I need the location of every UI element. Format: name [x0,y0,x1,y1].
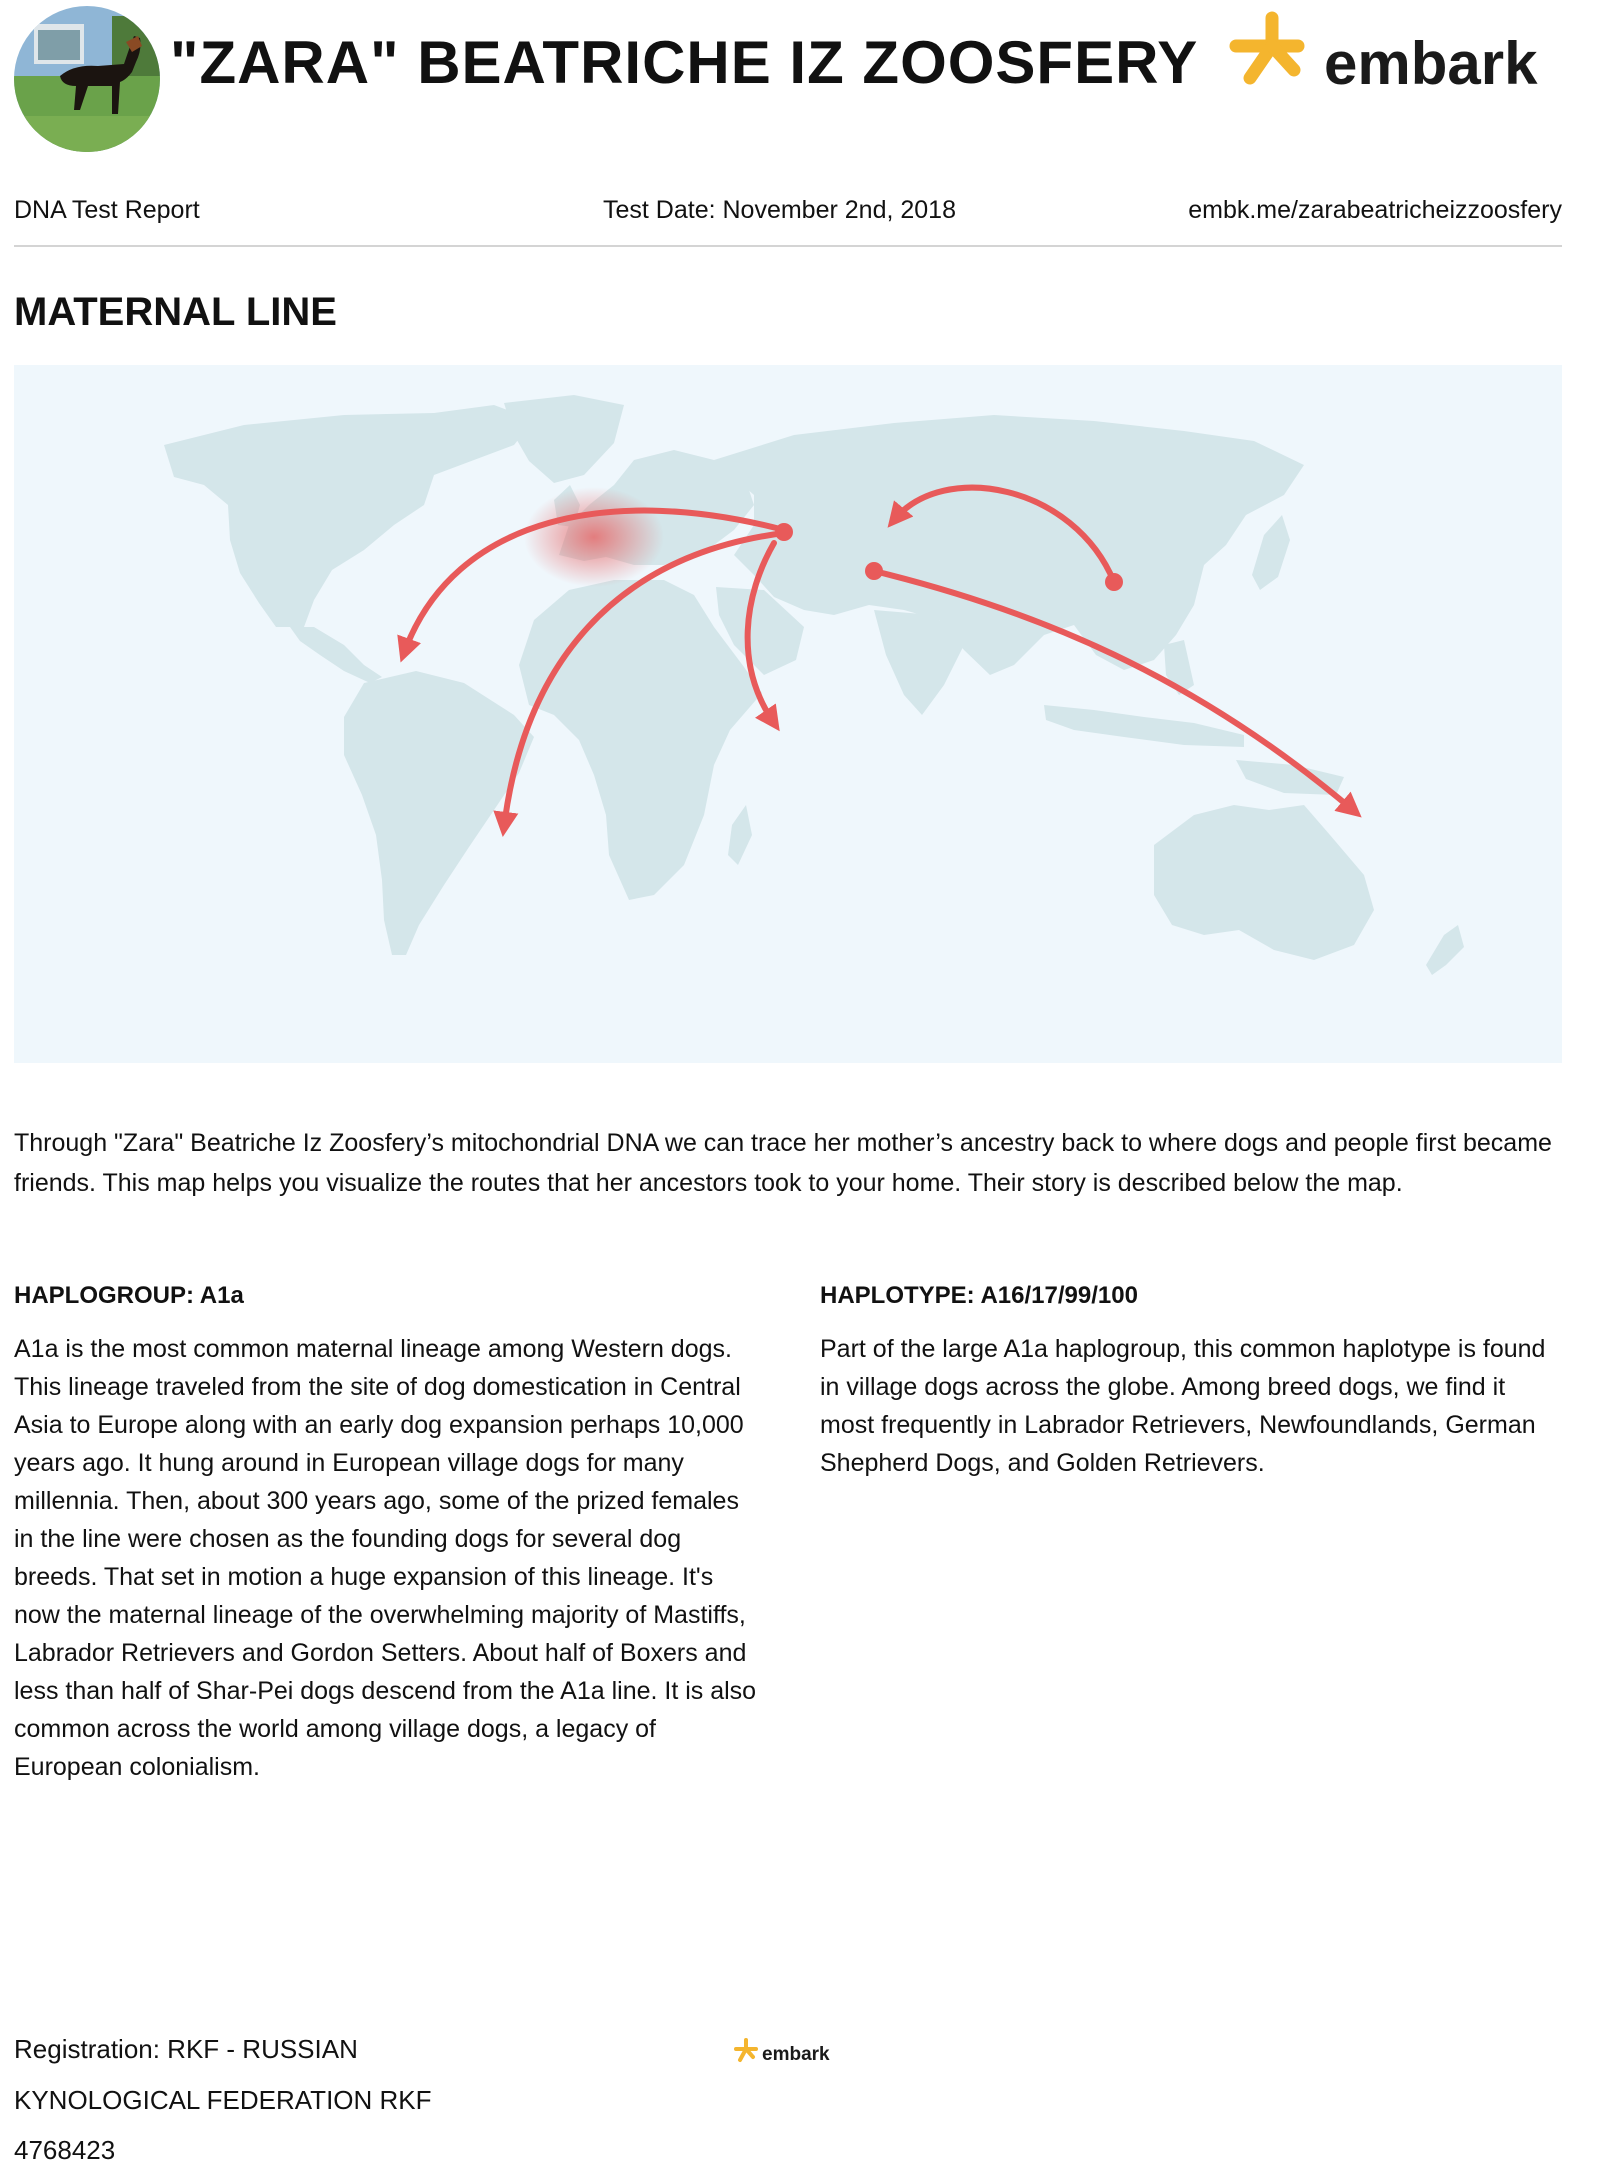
embark-logo [1222,6,1562,96]
test-date: Test Date: November 2nd, 2018 [603,196,956,224]
asia [714,415,1304,675]
section-title: MATERNAL LINE [14,290,337,334]
central-america [290,627,382,683]
haplotype-heading: HAPLOTYPE: A16/17/99/100 [820,1282,1138,1309]
footer-embark-logo [734,2036,844,2068]
registration-label: Registration: RKF - RUSSIAN [14,2034,358,2064]
origin-dot-eastern-europe [865,562,883,580]
origin-dot-central-asia [1105,573,1123,591]
footer-embark-wordmark: embark [762,2044,830,2065]
haplogroup-description: A1a is the most common maternal lineage among Western dogs. This lineage traveled from the site of dog domestication in Central Asia to Europe along with an early dog expansion perhaps 10,000 years ago. It hung around in European village dogs for many millennia. Then, about 300 years ago, some of the prized females in the line were chosen as the founding dogs for several dog breeds. That set in motion a huge expansion of this lineage. It's now the maternal lineage of the overwhelming majority of Mastiffs, Labrador Retrievers and Gordon Setters. About half of Boxers and less than half of Shar-Pei dogs descend from the A1a line. It is also common across the world among village dogs, a legacy of European colonialism. [14,1335,757,1781]
registration-federation: KYNOLOGICAL FEDERATION RKF [14,2085,432,2115]
maternal-route-map [14,365,1562,1063]
dog-avatar [14,6,160,152]
embark-wordmark: embark [1324,30,1538,96]
origin-dot-western-europe [775,523,793,541]
registration-number: 4768423 [14,2135,116,2165]
embark-mark-icon [1236,18,1298,78]
haplogroup-heading: HAPLOGROUP: A1a [14,1282,244,1309]
world-landmass [164,395,1464,975]
madagascar [728,805,752,865]
dog-name-title: "ZARA" BEATRICHE IZ ZOOSFERY [170,29,1199,96]
japan [1252,515,1290,590]
australia [1154,805,1374,960]
new-zealand [1426,925,1464,975]
header-divider [14,245,1562,247]
profile-link[interactable]: embk.me/zarabeatricheizzoosfery [1188,196,1562,224]
north-america [164,405,534,627]
haplotype-description: Part of the large A1a haplogroup, this common haplotype is found in village dogs across the globe. Among breed dogs, we find it most frequently in Labrador Retrievers, Newfoundlands, German Shepherd Dogs, and Golden Retrievers. [820,1335,1546,1477]
europe-origin-glow [524,487,664,587]
intro-paragraph: Through "Zara" Beatriche Iz Zoosfery’s mitochondrial DNA we can trace her mother’s ancestry back to where dogs and people first became friends. This map helps you visualize the routes that her ancestors took to your home. Their story is described below the map. [14,1129,1552,1197]
footer-embark-mark-icon [736,2040,756,2060]
greenland [504,395,624,483]
report-label: DNA Test Report [14,196,200,224]
